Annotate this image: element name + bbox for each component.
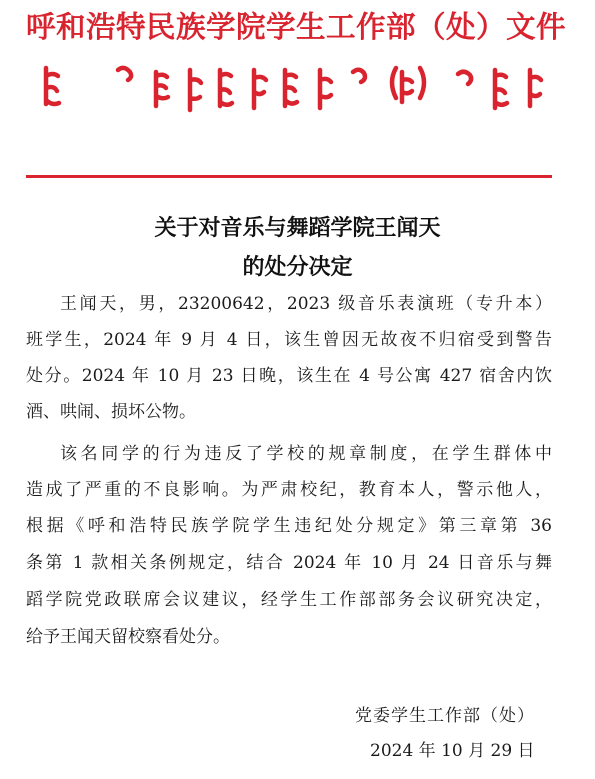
body-line: 给予王闻天留校察看处分。: [26, 627, 230, 647]
body-line: 条第 1 款相关条例规定，结合 2024 年 10 月 24 日音乐与舞: [26, 553, 552, 573]
body-line: 蹈学院党政联席会议建议，经学生工作部部务会议研究决定，: [26, 590, 552, 610]
document-title-line-1: 关于对音乐与舞蹈学院王闻天: [154, 216, 441, 241]
document-title-line-2: 的处分决定: [242, 255, 353, 280]
header-title: 呼和浩特民族学院学生工作部（处）文件: [26, 9, 567, 44]
body-line: 班学生，2024 年 9 月 4 日，该生曾因无故夜不归宿受到警告: [26, 330, 552, 350]
body-line: 造成了严重的不良影响。为严肃校纪，教育本人，警示他人，: [26, 480, 552, 500]
body-line: 处分。2024 年 10 月 23 日晚，该生在 4 号公寓 427 宿舍内饮: [26, 366, 552, 386]
body-line: 酒、哄闹、损坏公物。: [26, 402, 196, 422]
body-line: 根据《呼和浩特民族学院学生违纪处分规定》第三章第 36: [26, 516, 552, 536]
body-line: 该名同学的行为违反了学校的规章制度，在学生群体中: [60, 444, 552, 464]
signature-organization: 党委学生工作部（处）: [355, 706, 535, 726]
header-divider: [26, 175, 552, 178]
body-line: 王闻天，男，23200642，2023 级音乐表演班（专升本）: [60, 294, 552, 314]
mongolian-title-image: [40, 62, 555, 120]
signature-date: 2024 年 10 月 29 日: [370, 741, 535, 761]
